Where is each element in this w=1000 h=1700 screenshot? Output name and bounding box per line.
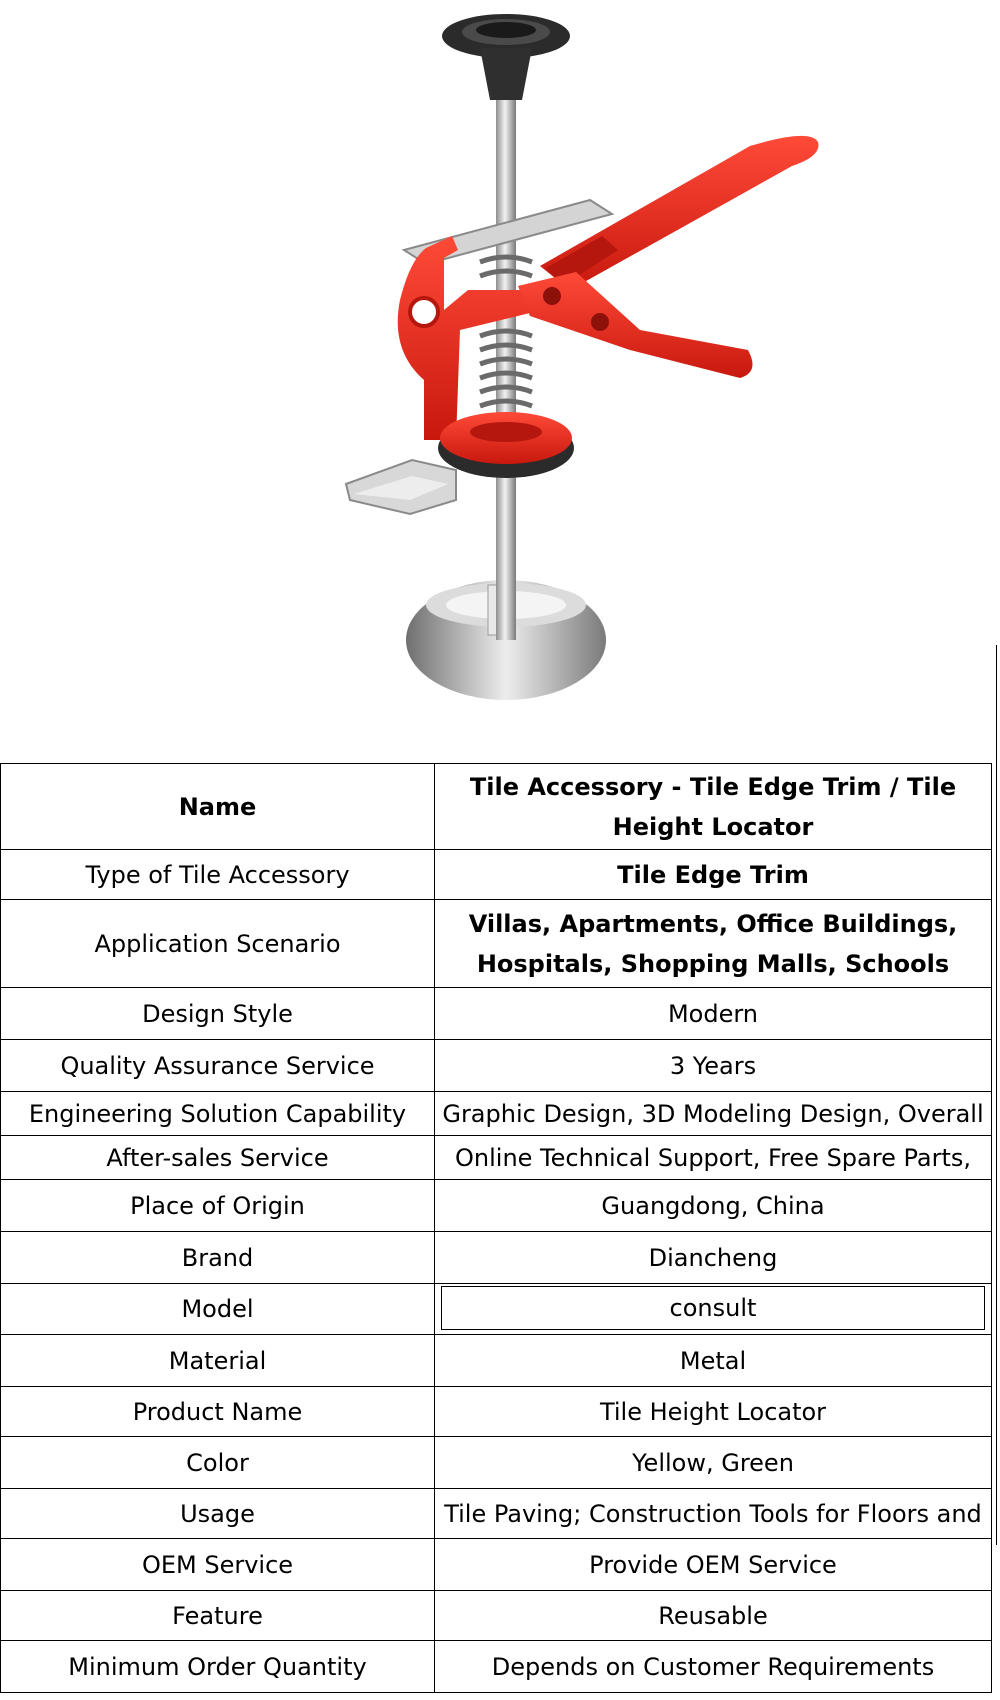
spec-value: Guangdong, China — [435, 1180, 992, 1232]
spec-value: Tile Edge Trim — [435, 850, 992, 900]
spec-value: Reusable — [435, 1591, 992, 1641]
table-right-rule — [996, 645, 997, 1545]
table-row-type — [1, 850, 992, 900]
table-row-usage — [1, 1489, 992, 1539]
spec-label: Color — [1, 1437, 435, 1489]
spec-label: Feature — [1, 1591, 435, 1641]
table-row-brand — [1, 1232, 992, 1284]
table-row-material — [1, 1335, 992, 1387]
table-row-color — [1, 1437, 992, 1489]
spec-label: Model — [1, 1284, 435, 1335]
spec-value: Depends on Customer Requirements — [435, 1641, 992, 1693]
spec-value: Metal — [435, 1335, 992, 1387]
spec-value: Villas, Apartments, Office Buildings, Hospitals, Shopping Malls, Schools — [435, 900, 992, 988]
spec-value: Modern — [435, 988, 992, 1040]
spec-value: 3 Years — [435, 1040, 992, 1092]
table-row-oem-service — [1, 1539, 992, 1591]
spec-label: Brand — [1, 1232, 435, 1284]
spec-value-cell — [435, 1284, 992, 1335]
table-row-model — [1, 1284, 992, 1335]
table-row-engineering-capability — [1, 1092, 992, 1136]
table-row-application-scenario — [1, 900, 992, 988]
spec-label: Quality Assurance Service — [1, 1040, 435, 1092]
spec-label: Name — [1, 764, 435, 850]
table-row-product-name — [1, 1387, 992, 1437]
table-row-quality-assurance — [1, 1040, 992, 1092]
spec-value: Tile Paving; Construction Tools for Floors and — [435, 1489, 992, 1539]
spec-label: Engineering Solution Capability — [1, 1092, 435, 1136]
spec-label: Material — [1, 1335, 435, 1387]
spec-label: OEM Service — [1, 1539, 435, 1591]
spec-label: Place of Origin — [1, 1180, 435, 1232]
spec-value: Provide OEM Service — [435, 1539, 992, 1591]
table-row-minimum-order — [1, 1641, 992, 1693]
spec-value: Online Technical Support, Free Spare Parts, — [435, 1136, 992, 1180]
product-image — [340, 0, 900, 720]
spec-label: Product Name — [1, 1387, 435, 1437]
spec-value: Tile Accessory - Tile Edge Trim / Tile Height Locator — [435, 764, 992, 850]
spec-value: consult — [441, 1286, 985, 1330]
spec-value: Diancheng — [435, 1232, 992, 1284]
table-row-design-style — [1, 988, 992, 1040]
spec-label: Design Style — [1, 988, 435, 1040]
spec-label: Minimum Order Quantity — [1, 1641, 435, 1693]
spec-label: After-sales Service — [1, 1136, 435, 1180]
spec-value: Tile Height Locator — [435, 1387, 992, 1437]
tile-height-locator-tool-icon — [340, 0, 900, 720]
table-row-name — [1, 764, 992, 850]
spec-label: Usage — [1, 1489, 435, 1539]
spec-table — [0, 763, 992, 1693]
table-row-place-of-origin — [1, 1180, 992, 1232]
spec-label: Type of Tile Accessory — [1, 850, 435, 900]
table-row-feature — [1, 1591, 992, 1641]
spec-label: Application Scenario — [1, 900, 435, 988]
table-row-after-sales — [1, 1136, 992, 1180]
spec-value: Graphic Design, 3D Modeling Design, Overall — [435, 1092, 992, 1136]
spec-value: Yellow, Green — [435, 1437, 992, 1489]
